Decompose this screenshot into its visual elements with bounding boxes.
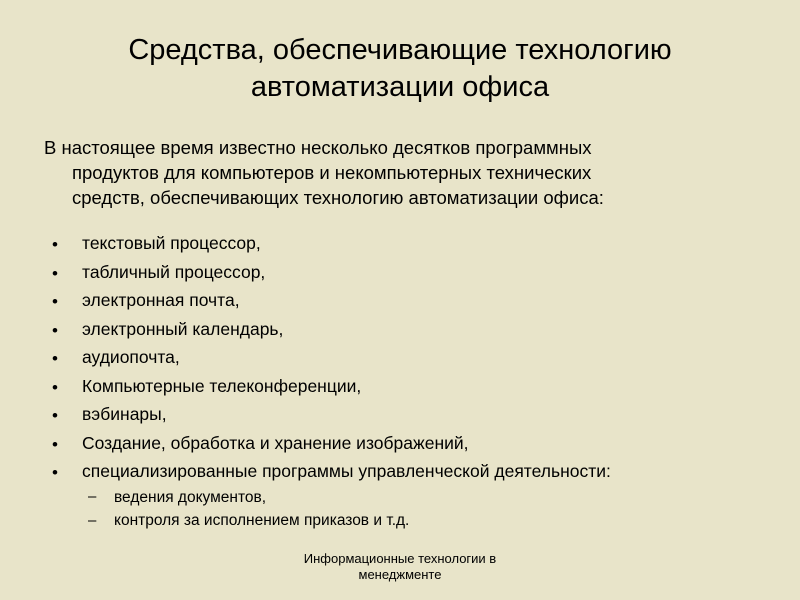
list-item [44,318,756,340]
bullet-dot-icon: • [52,263,58,283]
bullet-dot-icon: • [52,235,58,255]
footer-line-2: менеджменте [358,566,442,582]
list-item-label: Компьютерные телеконференции, [82,375,362,396]
bullet-dot-icon: • [52,377,58,397]
list-item-label: Создание, обработка и хранение изображений, [82,432,469,453]
intro-line-1: В настоящее время известно несколько десятков программных [44,137,592,159]
intro-paragraph [44,136,756,211]
list-item-label: вэбинары, [82,404,167,425]
bullet-dot-icon: • [52,406,58,426]
page-title: Средства, обеспечивающие технологию автоматизации офиса [128,34,672,104]
sub-list-item [82,490,756,506]
bullet-list [44,235,756,529]
footer-line-1: Информационные технологии в [303,551,497,567]
bullet-dot-icon: • [52,463,58,483]
list-item-label: электронная почта, [82,290,240,311]
dash-marker-icon: – [88,488,97,506]
list-item [44,292,756,310]
list-item [44,432,756,454]
list-item-label: текстовый процессор, [82,233,261,254]
intro-line-2: продуктов для компьютеров и некомпьютерных технических [72,162,592,184]
list-item-label: электронный календарь, [82,318,284,339]
list-item [44,261,756,283]
sub-list-item-label: ведения документов, [114,488,267,506]
list-item [44,375,756,397]
list-item [44,349,756,367]
sub-list [82,490,756,529]
intro-line-3: средств, обеспечивающих технологию автоматизации офиса: [72,187,604,209]
list-item-label: специализированные программы управленческой деятельности: [82,461,611,482]
sub-list-item [82,513,756,529]
list-item [44,235,756,253]
dash-marker-icon: – [88,511,97,529]
list-item-label: аудиопочта, [82,347,180,368]
bullet-dot-icon: • [52,349,58,369]
list-item [44,406,756,424]
list-item [44,463,756,529]
slide-footer [0,551,800,582]
sub-list-item-label: контроля за исполнением приказов и т.д. [114,512,410,530]
bullet-dot-icon: • [52,320,58,340]
list-item-label: табличный процессор, [82,261,266,282]
bullet-dot-icon: • [52,434,58,454]
bullet-dot-icon: • [52,292,58,312]
